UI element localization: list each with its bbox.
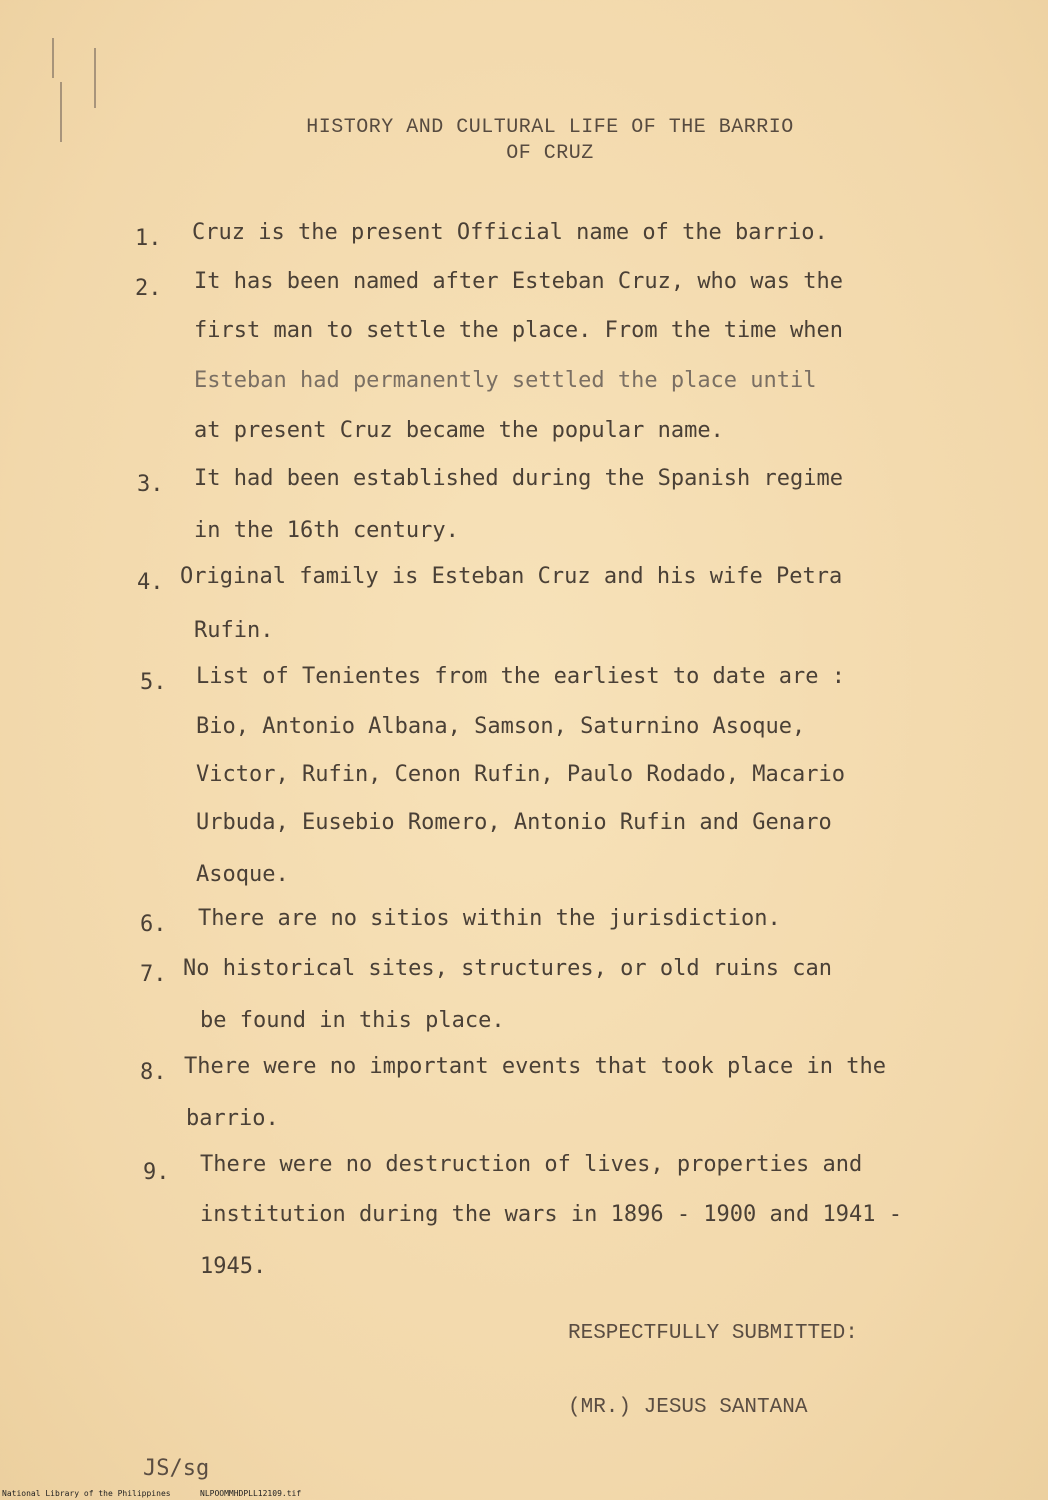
- document-title: HISTORY AND CULTURAL LIFE OF THE BARRIO: [306, 116, 794, 139]
- item-line: first man to settle the place. From the time when: [194, 318, 844, 343]
- item-number: 3.: [137, 472, 164, 497]
- item-line: be found in this place.: [200, 1008, 505, 1033]
- item-line: Cruz is the present Official name of the barrio.: [192, 220, 828, 245]
- item-line: Victor, Rufin, Cenon Rufin, Paulo Rodado, Macario: [196, 762, 846, 787]
- item-line: Urbuda, Eusebio Romero, Antonio Rufin and Genaro: [196, 810, 832, 835]
- item-line: It has been named after Esteban Cruz, who was the: [194, 269, 844, 294]
- item-line: Bio, Antonio Albana, Samson, Saturnino Asoque,: [196, 714, 806, 739]
- typist-initials: JS/sg: [143, 1456, 210, 1481]
- signer-name: (MR.) JESUS SANTANA: [568, 1396, 808, 1419]
- footer-library: National Library of the Philippines: [2, 1489, 171, 1498]
- item-line: at present Cruz became the popular name.: [194, 418, 724, 443]
- margin-mark: [52, 38, 54, 78]
- item-line: There were no important events that took place in the: [184, 1054, 886, 1079]
- item-line: Rufin.: [194, 618, 274, 643]
- item-number: 5.: [140, 670, 167, 695]
- item-line: There are no sitios within the jurisdiction.: [198, 906, 781, 931]
- item-line: institution during the wars in 1896 - 1900 and 1941 -: [200, 1202, 902, 1227]
- item-number: 8.: [140, 1060, 167, 1085]
- margin-mark: [94, 48, 96, 108]
- item-line: There were no destruction of lives, properties and: [200, 1152, 863, 1177]
- item-line: in the 16th century.: [194, 518, 459, 543]
- item-line: Esteban had permanently settled the place until: [194, 368, 817, 393]
- footer-filename: NLPOOMMHDPLL12109.tif: [200, 1489, 302, 1498]
- item-line: List of Tenientes from the earliest to date are :: [196, 664, 846, 689]
- item-number: 4.: [137, 570, 164, 595]
- item-number: 6.: [140, 912, 167, 937]
- item-number: 1.: [135, 226, 162, 251]
- item-number: 7.: [140, 962, 167, 987]
- item-line: It had been established during the Spanish regime: [194, 466, 844, 491]
- item-number: 2.: [135, 276, 162, 301]
- item-number: 9.: [143, 1160, 170, 1185]
- item-line: Asoque.: [196, 862, 289, 887]
- closing-text: RESPECTFULLY SUBMITTED:: [568, 1322, 858, 1345]
- document-title-subline: OF CRUZ: [506, 142, 594, 165]
- item-line: No historical sites, structures, or old ruins can: [183, 956, 833, 981]
- item-line: 1945.: [200, 1254, 267, 1279]
- item-line: barrio.: [186, 1106, 279, 1131]
- item-line: Original family is Esteban Cruz and his wife Petra: [180, 564, 843, 589]
